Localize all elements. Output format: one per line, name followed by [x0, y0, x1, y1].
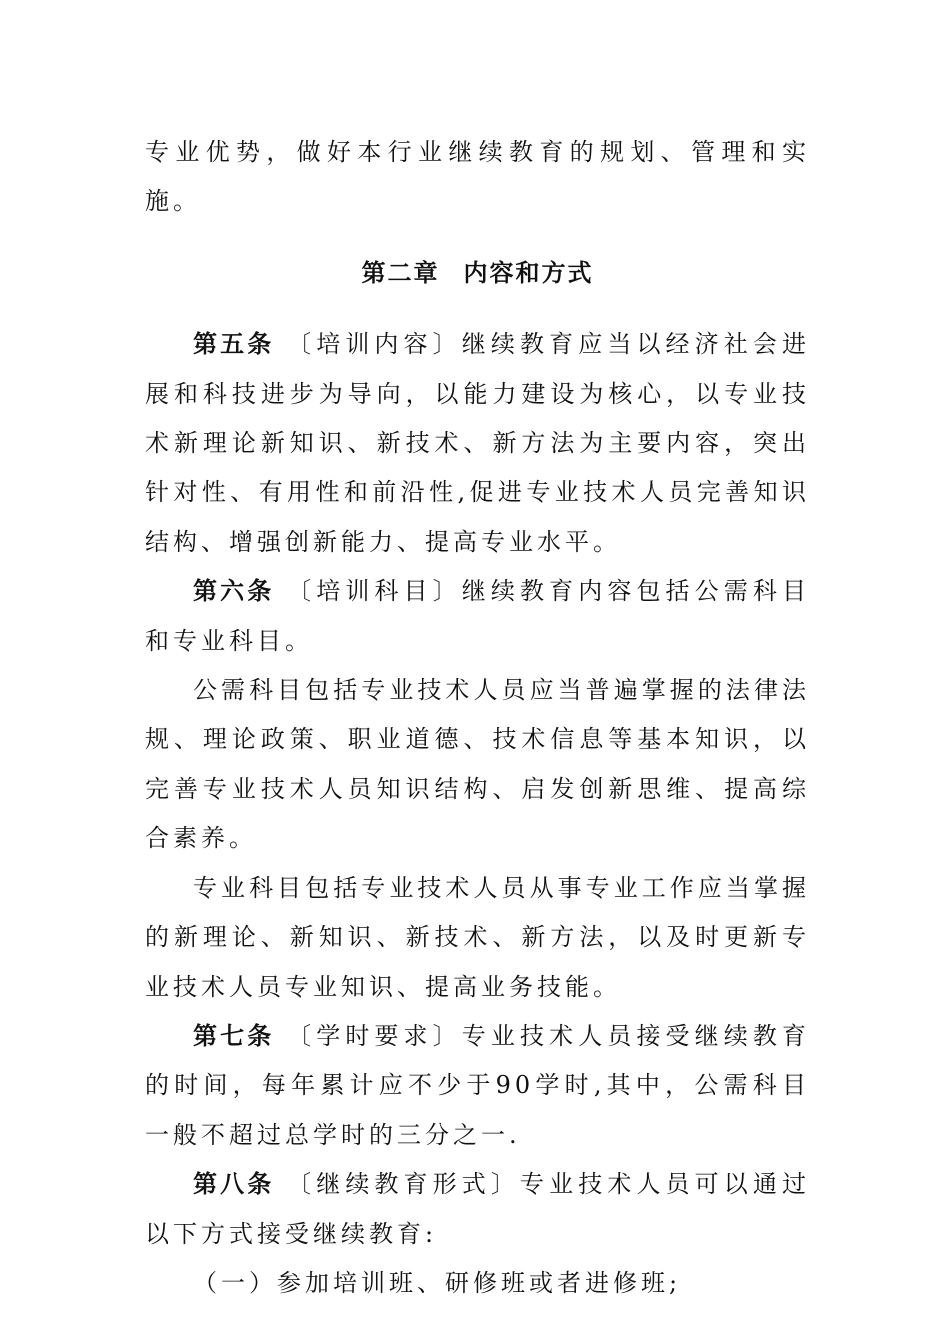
- document-page: [145, 128, 810, 1308]
- chapter-number: 第二章: [361, 258, 440, 287]
- professional-subjects-paragraph: 专业科目包括专业技术人员从事专业工作应当掌握的新理论、新知识、新技术、新方法，以及时更新专业技术人员专业知识、提高业务技能。: [145, 873, 810, 1001]
- article-7: [145, 1012, 810, 1160]
- article-7-body: 〔学时要求〕专业技术人员接受继续教育的时间，每年累计应不少于90学时,其中，公需科目一般不超过总学时的三分之一.: [145, 1021, 811, 1149]
- chapter-heading: [145, 249, 810, 298]
- list-item-1: （一）参加培训班、研修班或者进修班;: [193, 1268, 682, 1297]
- article-5-body: 〔培训内容〕继续教育应当以经济社会进展和科技进步为导向，以能力建设为核心，以专业技术新理论新知识、新技术、新方法为主要内容，突出针对性、有用性和前沿性,促进专业技术人员完善知识结构、增强创新能力、提高专业水平。: [145, 330, 811, 556]
- intro-paragraph: 专业优势，做好本行业继续教育的规划、管理和实施。: [145, 138, 810, 216]
- article-6-body: 〔培训科目〕继续教育内容包括公需科目和专业科目。: [145, 577, 811, 655]
- public-subjects-paragraph: 公需科目包括专业技术人员应当普遍掌握的法律法规、理论政策、职业道德、技术信息等基本知识，以完善专业技术人员知识结构、启发创新思维、提高综合素养。: [145, 676, 810, 853]
- article-8-title: 第八条: [193, 1170, 275, 1199]
- article-8-body: 〔继续教育形式〕专业技术人员可以通过以下方式接受继续教育:: [145, 1170, 811, 1248]
- article-5: [145, 320, 810, 567]
- article-6-title: 第六条: [193, 577, 275, 606]
- article-5-title: 第五条: [193, 330, 275, 359]
- article-8: [145, 1160, 810, 1259]
- chapter-title: 内容和方式: [463, 258, 594, 287]
- article-6: [145, 567, 810, 666]
- article-7-title: 第七条: [193, 1021, 275, 1050]
